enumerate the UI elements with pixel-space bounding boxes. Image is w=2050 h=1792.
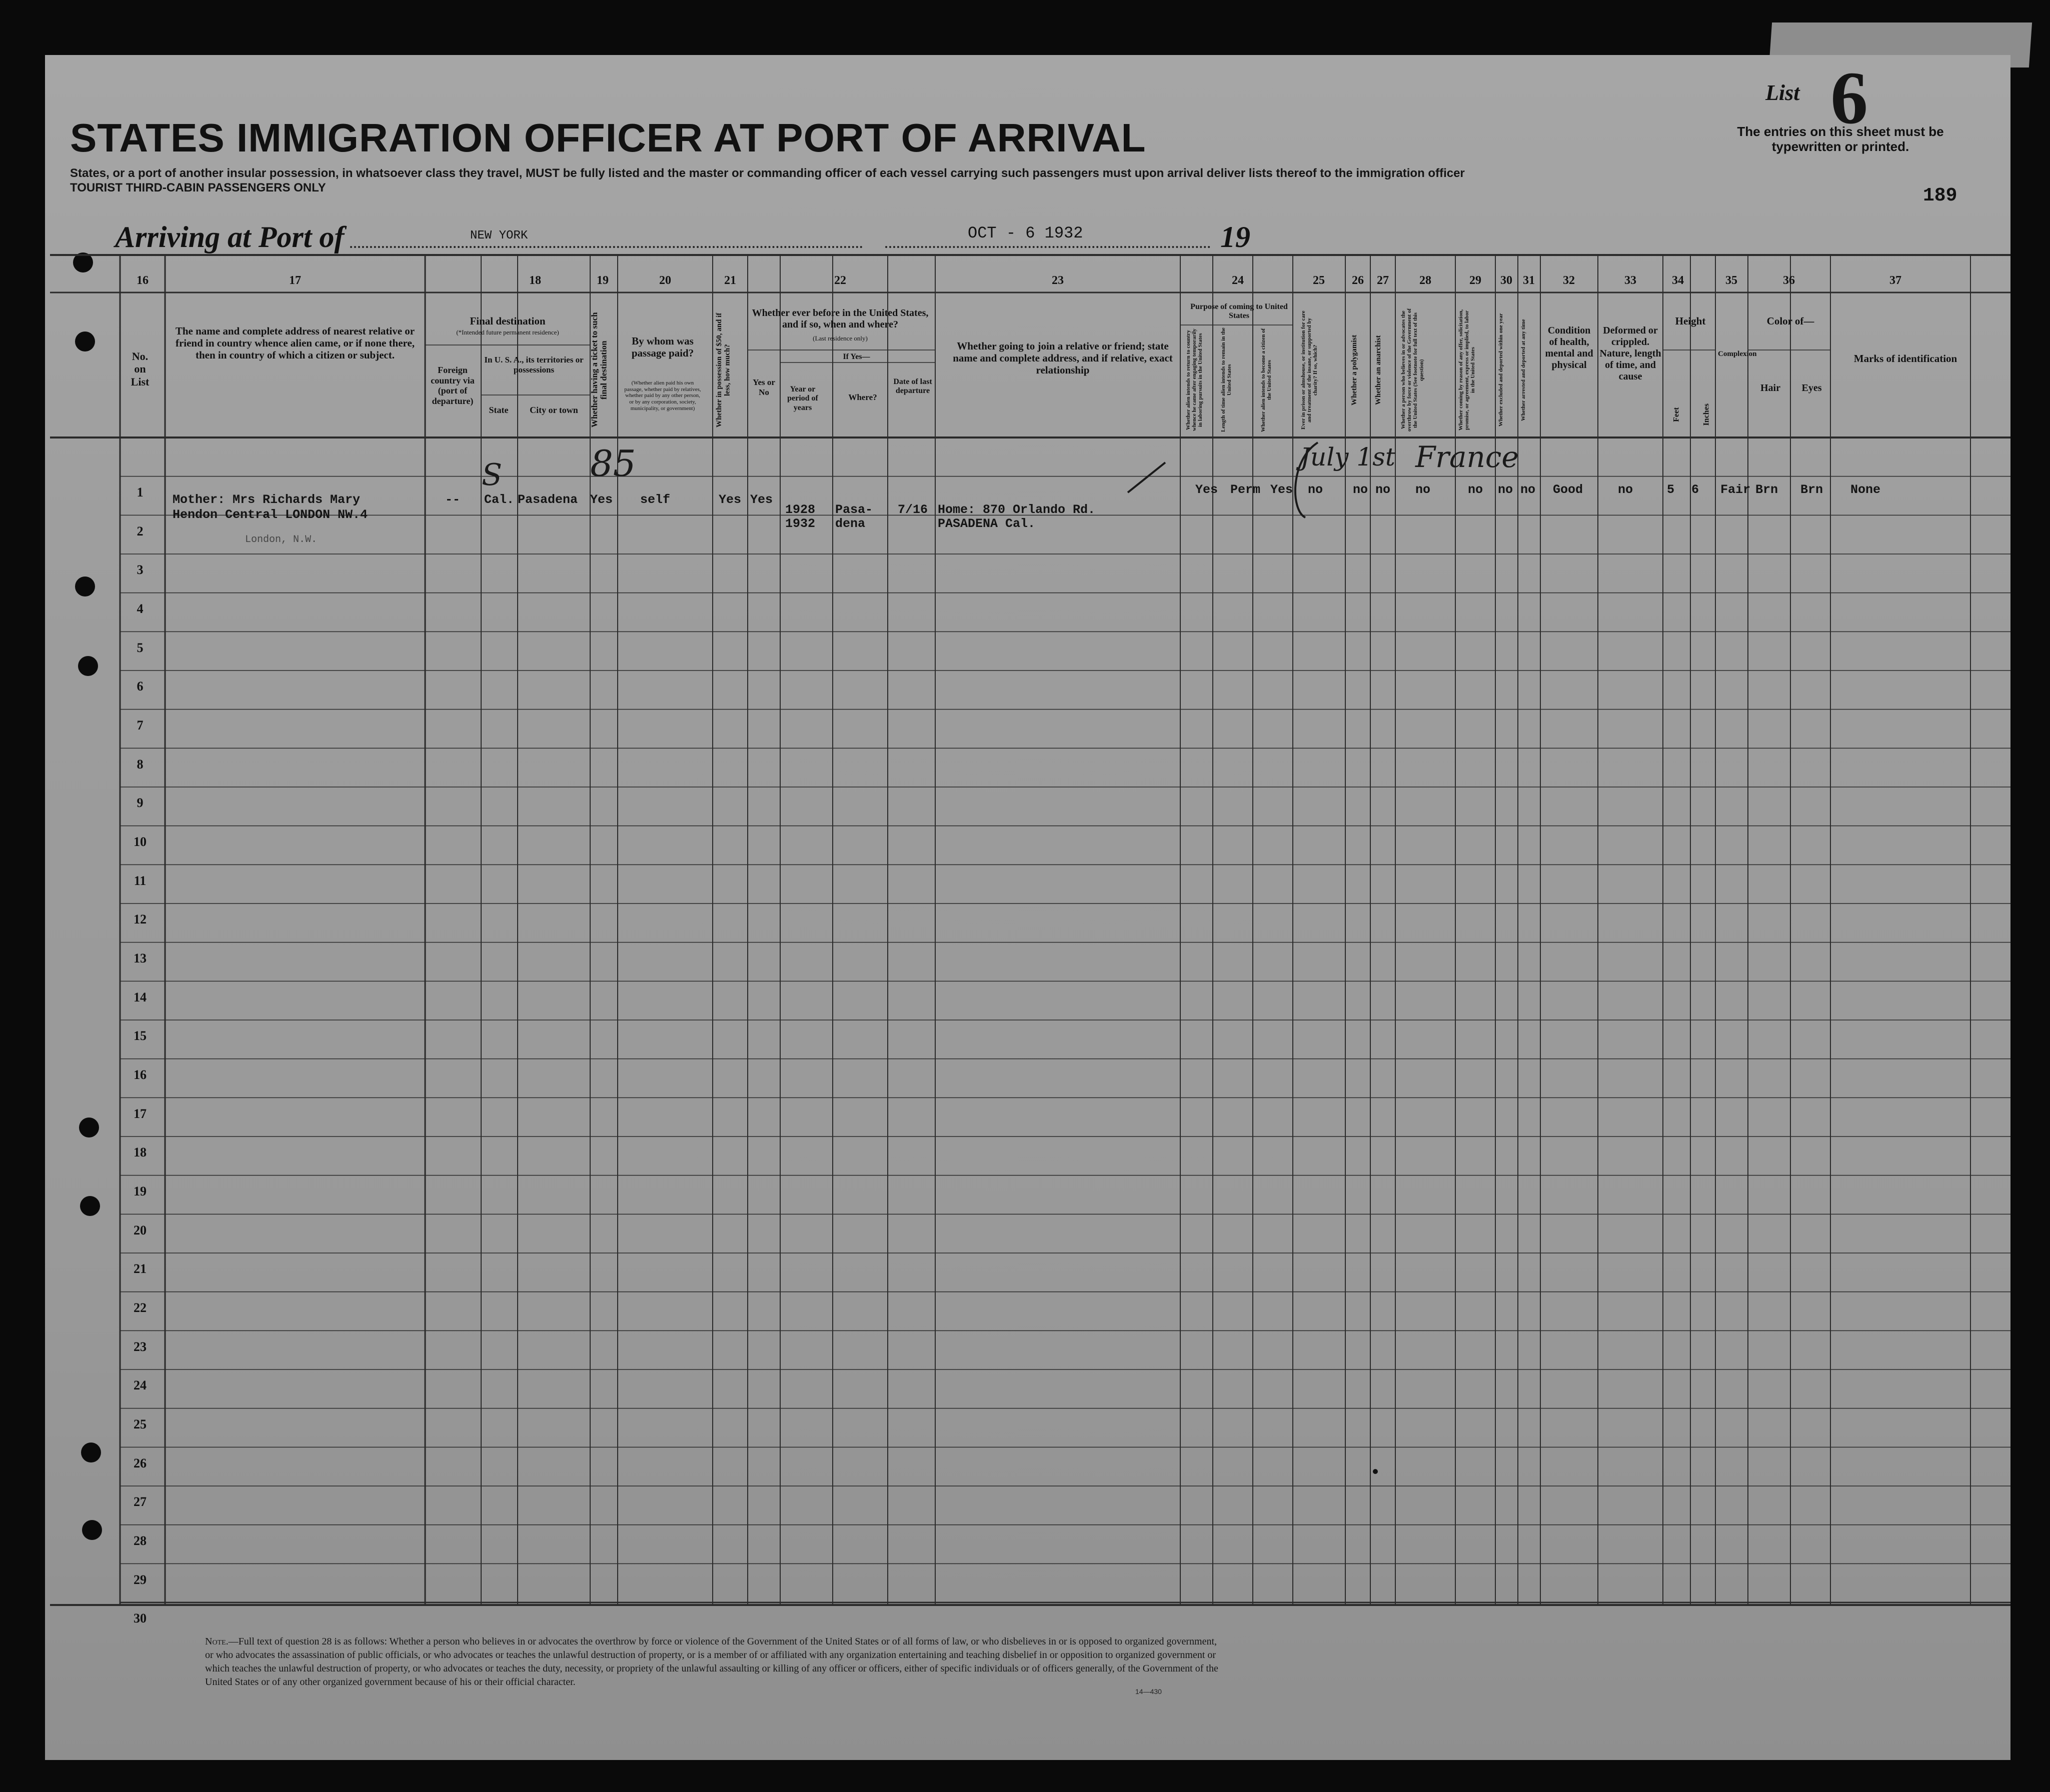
column-number: 23 bbox=[1052, 274, 1064, 287]
handwritten-ticket-mark: 85 bbox=[590, 442, 636, 484]
row-number: 14 bbox=[134, 990, 147, 1004]
column-number: 28 bbox=[1419, 274, 1431, 287]
column-number: 31 bbox=[1523, 274, 1535, 287]
relative-address: Hendon Central LONDON NW.4 bbox=[173, 508, 368, 522]
header-final-destination: Final destination bbox=[470, 315, 546, 327]
column-number: 33 bbox=[1624, 274, 1636, 287]
header-last-residence: (Last residence only) bbox=[813, 334, 868, 342]
relative-name: Mother: Mrs Richards Mary bbox=[173, 492, 361, 507]
header-in-usa: In U. S. A., its territories or possessions bbox=[484, 355, 584, 374]
arriving-label: Arriving at Port of bbox=[115, 220, 345, 254]
row-number: 13 bbox=[134, 951, 147, 966]
marks-value: None bbox=[1850, 482, 1881, 497]
before-year-1: 1928 bbox=[785, 502, 816, 517]
footnote-text: —Full text of question 28 is as follows: Whether a person who believes in or advocates the overthrow by force or violence of the Government of the United States or of all forms of law, or who disbelieves in or is opposed to organized government, or who advocates the assassination of public officials, or who advocates or teaches the unlawful destruction of property, or is a member of or affiliated with any organization entertaining and teaching disbelief in or opposition to organized government or which teaches the unlawful destruction of property, or who advocates or teaches the duty, necessity, or propriety of the unlawful assaulting or killing of any officer or officers, either of specific individuals or of officers generally, of the Government of the United States or of any other organized government because of his or their official character. bbox=[205, 1636, 1218, 1688]
list-number: 6 bbox=[1830, 56, 1868, 140]
header-hair: Hair bbox=[1760, 382, 1780, 394]
column-number: 37 bbox=[1889, 274, 1901, 287]
row-number: 23 bbox=[134, 1339, 147, 1354]
before-where-1: Pasa- bbox=[835, 502, 873, 517]
column-number: 20 bbox=[659, 274, 671, 287]
q31-value: no bbox=[1520, 482, 1536, 497]
before-where-2: dena bbox=[835, 516, 866, 531]
footnote bbox=[205, 1635, 1225, 1689]
row-number: 18 bbox=[134, 1145, 147, 1160]
header-joining: Whether going to join a relative or friend; state name and complete address, and if relative, exact relationship bbox=[953, 340, 1173, 376]
header-ever-before: Whether ever before in the United States, and if so, when and where? bbox=[752, 308, 929, 330]
header-final-destination-note: (*Intended future permanent residence) bbox=[456, 328, 559, 336]
row-number: 22 bbox=[134, 1300, 147, 1315]
paid-by-value: self bbox=[640, 492, 671, 507]
header-complexion: Complexion bbox=[1718, 350, 1757, 358]
row-number: 30 bbox=[134, 1611, 147, 1626]
q28-value: no bbox=[1415, 482, 1431, 497]
row-number: 24 bbox=[134, 1378, 147, 1393]
length-stay-value: Perm bbox=[1230, 482, 1261, 497]
row-number: 12 bbox=[134, 912, 147, 927]
row-number: 28 bbox=[134, 1534, 147, 1548]
last-departure: 7/16 bbox=[898, 502, 928, 517]
header-instruction: States, or a port of another insular possession, in whatsoever class they travel, MUST be fully listed and the master or commanding officer of each vessel carrying such passengers must upon arrival deliver lists thereof to the immigration officer bbox=[70, 166, 1465, 180]
row-number: 8 bbox=[137, 756, 144, 772]
header-purpose: Purpose of coming to United States bbox=[1190, 302, 1288, 320]
column-number: 36 bbox=[1783, 274, 1795, 287]
column-number: 30 bbox=[1500, 274, 1512, 287]
row-number: 6 bbox=[137, 679, 144, 694]
footnote-lead: Note. bbox=[205, 1636, 229, 1647]
column-number: 25 bbox=[1313, 274, 1325, 287]
row-number: 10 bbox=[134, 834, 147, 849]
column-number: 29 bbox=[1469, 274, 1481, 287]
header-become-citizen: Whether alien intends to become a citizen of the United States bbox=[1260, 328, 1273, 432]
header-q29: Whether coming by reason of any offer, solicitation, promise, or agreement, express or implied, to labor in the United States bbox=[1458, 309, 1476, 431]
health-value: Good bbox=[1553, 482, 1583, 497]
entries-note: The entries on this sheet must be typewritten or printed. bbox=[1737, 124, 1944, 154]
column-number: 18 bbox=[529, 274, 541, 287]
deformed-value: no bbox=[1618, 482, 1633, 497]
handwritten-country: France bbox=[1415, 440, 1519, 474]
handwritten-date: July 1st bbox=[1300, 442, 1395, 472]
column-number: 26 bbox=[1352, 274, 1364, 287]
eyes-value: Brn bbox=[1800, 482, 1823, 497]
row-number: 9 bbox=[137, 796, 144, 810]
column-number: 35 bbox=[1725, 274, 1737, 287]
become-citizen-value: Yes bbox=[1270, 482, 1293, 497]
row-number: 4 bbox=[137, 602, 144, 616]
before-year-2: 1932 bbox=[785, 516, 816, 531]
row-number: 1 bbox=[137, 485, 144, 500]
header-prison: Ever in prison or almshouse, or institution for care and treatment of the insane, or supported by charity? If so, which? bbox=[1300, 310, 1319, 430]
header-fifty-dollars: Whether in possession of $50, and if less, how much? bbox=[715, 312, 732, 428]
header-deformed: Deformed or crippled. Nature, length of time, and cause bbox=[1599, 325, 1661, 382]
row-number: 11 bbox=[134, 873, 147, 888]
header-marks: Marks of identification bbox=[1853, 352, 1957, 364]
arrival-date-stamp: OCT - 6 1932 bbox=[968, 224, 1083, 242]
passenger-class: TOURIST THIRD-CABIN PASSENGERS ONLY bbox=[70, 181, 326, 194]
row-number: 3 bbox=[137, 562, 144, 578]
list-label: List bbox=[1765, 80, 1800, 105]
destination-state: Cal. bbox=[484, 492, 515, 507]
ticket-value: Yes bbox=[590, 492, 613, 507]
header-health: Condition of health, mental and physical bbox=[1545, 325, 1593, 370]
column-number: 34 bbox=[1672, 274, 1684, 287]
row-number: 19 bbox=[134, 1184, 147, 1198]
header-where: Where? bbox=[848, 392, 877, 402]
column-number: 27 bbox=[1377, 274, 1389, 287]
row-number: 15 bbox=[134, 1028, 147, 1044]
height-feet-value: 5 bbox=[1667, 482, 1675, 497]
destination-city: Pasadena bbox=[518, 492, 578, 507]
column-number: 19 bbox=[597, 274, 609, 287]
header-ticket: Whether having a ticket to such final destination bbox=[590, 312, 609, 428]
year-prefix: 19 bbox=[1220, 220, 1250, 254]
header-length-stay: Length of time alien intends to remain in the United States bbox=[1220, 328, 1233, 432]
column-number: 16 bbox=[137, 274, 149, 287]
header-inches: Inches bbox=[1702, 403, 1711, 426]
header-intends-return: Whether alien intends to return to country whence he came after engaging temporarily in laboring pursuits in the United States bbox=[1185, 328, 1204, 432]
header-if-yes: If Yes— bbox=[843, 352, 870, 361]
header-passage-note: (Whether alien paid his own passage, whether paid by relatives, whether paid by any other person, or by any corporation, society, municipality, or government) bbox=[624, 380, 701, 412]
row-number: 17 bbox=[134, 1106, 147, 1121]
relative-address-faint: London, N.W. bbox=[245, 534, 318, 546]
header-q30: Whether excluded and deported within one year bbox=[1498, 313, 1504, 427]
header-relative: The name and complete address of nearest relative or friend in country whence alien came, or if none there, then in country of which a citizen or subject. bbox=[175, 325, 415, 362]
header-city: City or town bbox=[530, 405, 578, 415]
foreign-via: -- bbox=[445, 492, 461, 507]
hair-value: Brn bbox=[1755, 482, 1778, 497]
header-height: Height bbox=[1675, 315, 1706, 327]
q30-value: no bbox=[1498, 482, 1513, 497]
column-number: 21 bbox=[724, 274, 736, 287]
header-state: State bbox=[489, 405, 509, 415]
column-number: 24 bbox=[1232, 274, 1244, 287]
handwritten-state-mark: S bbox=[482, 458, 503, 492]
fifty-dollars-value: Yes bbox=[719, 492, 742, 507]
row-number: 2 bbox=[137, 524, 144, 538]
intends-return-value: Yes bbox=[1195, 482, 1218, 497]
header-no-on-list: No. on List bbox=[131, 350, 150, 388]
row-number: 7 bbox=[137, 718, 144, 732]
before-yes-no: Yes bbox=[750, 492, 773, 507]
header-year-period: Year or period of years bbox=[787, 385, 818, 412]
row-number: 5 bbox=[137, 640, 144, 655]
page-number: 189 bbox=[1923, 185, 1957, 206]
prison-value: no bbox=[1308, 482, 1323, 497]
header-polygamist: Whether a polygamist bbox=[1350, 334, 1358, 406]
joining-address-1: Home: 870 Orlando Rd. bbox=[938, 502, 1096, 517]
header-yes-or-no: Yes or No bbox=[753, 378, 775, 397]
row-number: 26 bbox=[134, 1456, 147, 1470]
row-number: 20 bbox=[134, 1222, 147, 1238]
polygamist-value: no bbox=[1353, 482, 1368, 497]
row-number: 27 bbox=[134, 1494, 147, 1510]
header-feet: Feet bbox=[1672, 407, 1681, 422]
form-number: 14—430 bbox=[1135, 1688, 1162, 1696]
row-number: 21 bbox=[134, 1262, 147, 1276]
header-passage-paid: By whom was passage paid? bbox=[631, 335, 694, 360]
anarchist-value: no bbox=[1375, 482, 1391, 497]
header-foreign-country: Foreign country via (port of departure) bbox=[431, 365, 475, 406]
header-color: Color of— bbox=[1766, 315, 1814, 327]
row-number: 29 bbox=[134, 1572, 147, 1587]
page-title: STATES IMMIGRATION OFFICER AT PORT OF ARRIVAL bbox=[70, 116, 1146, 160]
complexion-value: Fair bbox=[1720, 482, 1751, 497]
header-q31: Whether arrested and deported at any time bbox=[1520, 319, 1526, 421]
header-date-departure: Date of last departure bbox=[893, 378, 932, 396]
column-number: 32 bbox=[1563, 274, 1575, 287]
height-inches-value: 6 bbox=[1691, 482, 1699, 497]
header-anarchist: Whether an anarchist bbox=[1374, 335, 1382, 405]
row-number: 25 bbox=[134, 1417, 147, 1432]
column-number: 22 bbox=[834, 274, 846, 287]
column-number: 17 bbox=[289, 274, 301, 287]
row-number: 16 bbox=[134, 1068, 147, 1082]
header-q28: Whether a person who believes in or advocates the overthrow by force or violence of the Government of the United States (See footnote for full text of this question) bbox=[1400, 308, 1425, 432]
q29-value: no bbox=[1468, 482, 1483, 497]
joining-address-2: PASADENA Cal. bbox=[938, 516, 1036, 531]
port-value: NEW YORK bbox=[470, 229, 528, 242]
header-eyes: Eyes bbox=[1801, 382, 1822, 394]
